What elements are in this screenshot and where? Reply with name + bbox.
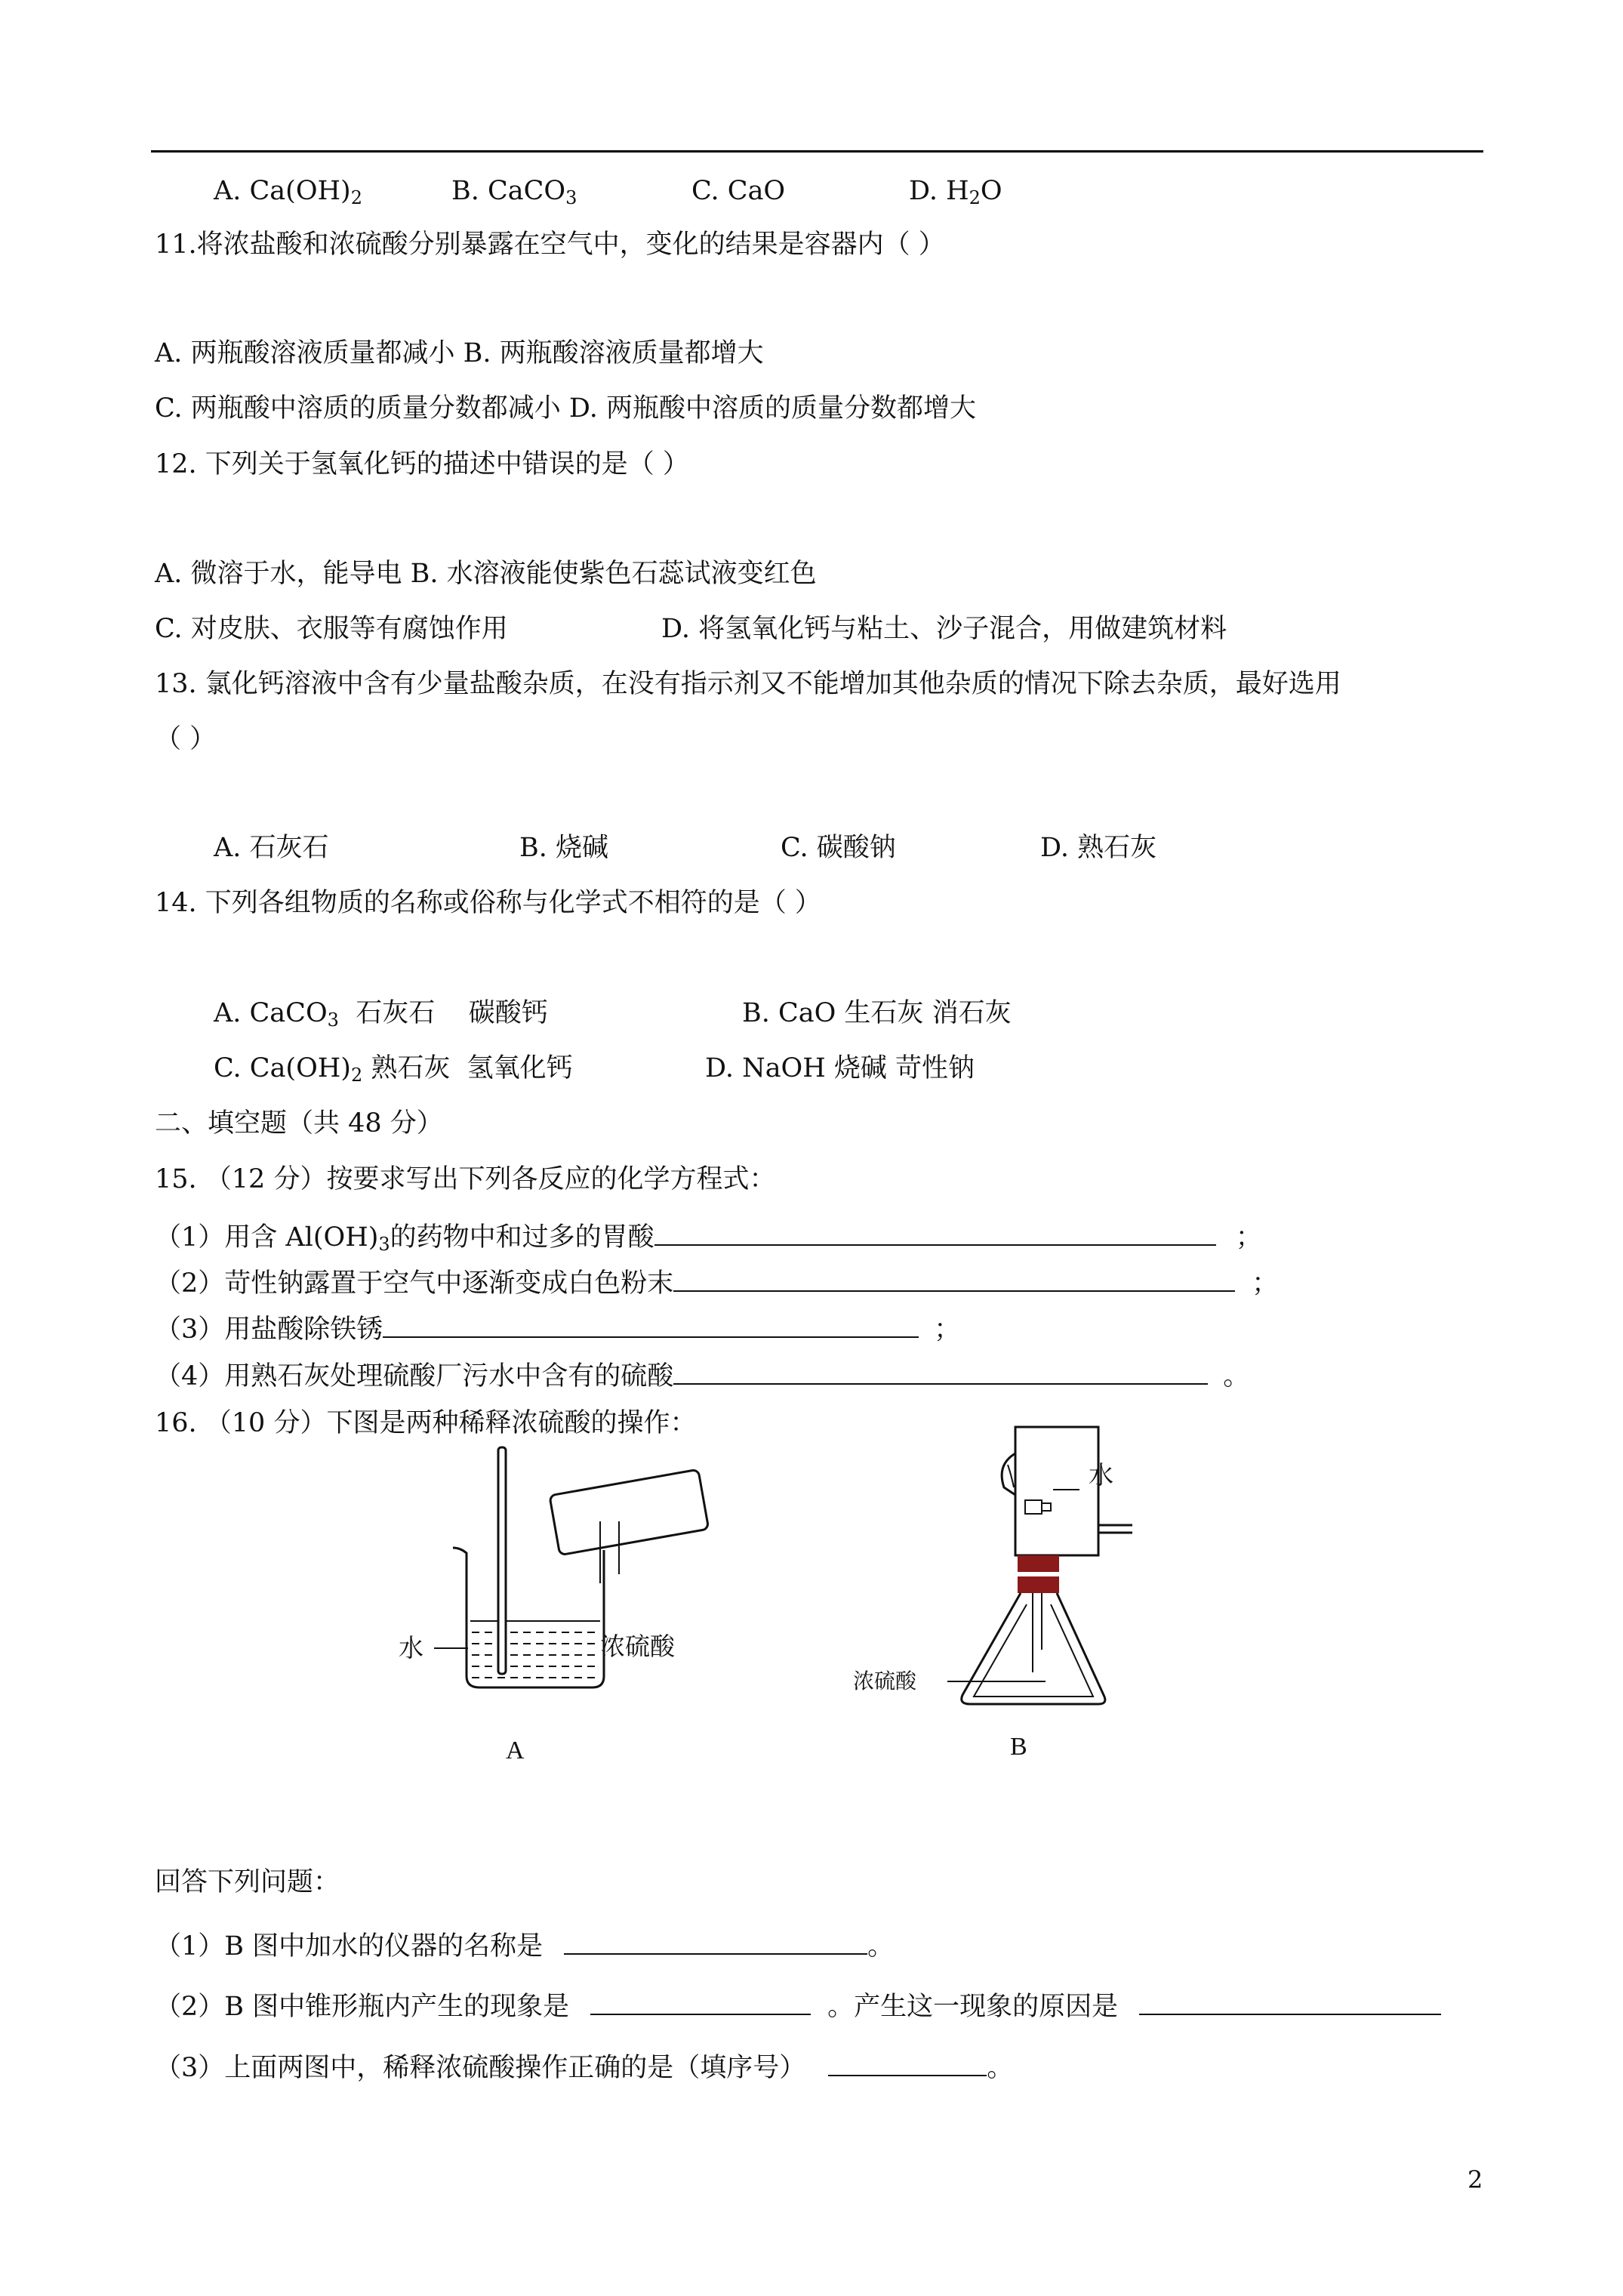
q13-option-a: A. 石灰石	[214, 833, 329, 863]
q14-option-c: C. $Ca(OH)_2$ 熟石灰 氢氧化钙	[214, 1053, 573, 1086]
answer-blank[interactable]	[673, 1268, 1235, 1292]
figure-a-acid-label: 浓硫酸	[600, 1632, 675, 1661]
q14-option-a: A. CaCO$_3$ 石灰石 碳酸钙	[214, 998, 548, 1031]
q14-stem: 14. 下列各组物质的名称或俗称与化学式不相符的是（ ）	[155, 888, 821, 918]
q10-option-a: A. $Ca(OH)_2$	[214, 176, 362, 208]
q12-option-d: D. 将氢氧化钙与粘土、沙子混合，用做建筑材料	[661, 614, 1227, 644]
figure-a-water-pointer	[434, 1647, 468, 1649]
q16-question-3: （3）上面两图中，稀释浓硫酸操作正确的是（填序号） 。	[155, 2053, 1014, 2083]
answer-blank[interactable]	[1139, 1991, 1441, 2015]
q15-part-2: （2）苛性钠露置于空气中逐渐变成白色粉末 ；	[155, 1268, 1279, 1299]
q12-stem: 12. 下列关于氢氧化钙的描述中错误的是（ ）	[155, 449, 689, 479]
q10-option-c: C. CaO	[691, 176, 786, 206]
answer-blank[interactable]	[383, 1314, 919, 1338]
q13-option-d: D. 熟石灰	[1040, 833, 1157, 863]
q14-option-d: D. NaOH 烧碱 苛性钠	[705, 1053, 975, 1083]
q11-options-cd: C. 两瓶酸中溶质的质量分数都减小 D. 两瓶酸中溶质的质量分数都增大	[155, 393, 976, 424]
q14-option-b: B. CaO 生石灰 消石灰	[742, 998, 1012, 1028]
q15-part-4: （4）用熟石灰处理硫酸厂污水中含有的硫酸 。	[155, 1361, 1250, 1391]
q16-question-1: （1）B 图中加水的仪器的名称是 。	[155, 1931, 895, 1962]
figure-b-acid-pointer	[947, 1681, 1046, 1682]
answer-blank[interactable]	[673, 1361, 1208, 1385]
q13-answer-paren: （ ）	[155, 724, 217, 754]
q11-stem: 11.将浓盐酸和浓硫酸分别暴露在空气中，变化的结果是容器内（ ）	[155, 230, 945, 260]
figure-b-acid-label: 浓硫酸	[853, 1669, 917, 1693]
answer-blank[interactable]	[564, 1931, 867, 1955]
figure-a-caption: A	[506, 1737, 525, 1764]
q16-answer-intro: 回答下列问题：	[155, 1867, 340, 1897]
q11-options-ab: A. 两瓶酸溶液质量都减小 B. 两瓶酸溶液质量都增大	[155, 338, 764, 368]
answer-blank[interactable]	[828, 2052, 987, 2076]
q12-options-ab: A. 微溶于水，能导电 B. 水溶液能使紫色石蕊试液变红色	[155, 559, 817, 589]
stray-mark	[414, 855, 420, 858]
q16-stem: 16. （10 分）下图是两种稀释浓硫酸的操作：	[155, 1408, 697, 1438]
figure-a-water-label: 水	[399, 1633, 423, 1663]
q15-part-3: （3）用盐酸除铁锈 ；	[155, 1314, 961, 1345]
q16-question-2: （2）B 图中锥形瓶内产生的现象是 。产生这一现象的原因是	[155, 1991, 1441, 2020]
page-number: 2	[1467, 2165, 1483, 2194]
q13-option-b: B. 烧碱	[519, 833, 608, 863]
q15-part-1: （1）用含 $Al(OH)_3$的药物中和过多的胃酸 ；	[155, 1222, 1262, 1255]
answer-blank[interactable]	[590, 1991, 811, 2015]
q15-stem: 15. （12 分）按要求写出下列各反应的化学方程式：	[155, 1164, 776, 1194]
figure-b-water-label: 水	[1089, 1460, 1113, 1490]
q10-option-d: D. $H_2O$	[909, 176, 1002, 208]
answer-blank[interactable]	[654, 1222, 1216, 1246]
q13-option-c: C. 碳酸钠	[781, 833, 896, 863]
section-2-title: 二、填空题（共 48 分）	[155, 1108, 443, 1139]
figure-b-caption: B	[1010, 1733, 1027, 1761]
q13-stem: 13. 氯化钙溶液中含有少量盐酸杂质，在没有指示剂又不能增加其他杂质的情况下除去杂质，最好选用	[155, 669, 1341, 699]
figure-a-beaker-diagram	[445, 1446, 717, 1703]
q12-option-c: C. 对皮肤、衣服等有腐蚀作用	[155, 614, 508, 644]
figure-b-water-pointer	[1053, 1489, 1079, 1490]
header-rule	[151, 150, 1483, 153]
q10-option-b: B. CaCO$_3$	[451, 176, 577, 208]
